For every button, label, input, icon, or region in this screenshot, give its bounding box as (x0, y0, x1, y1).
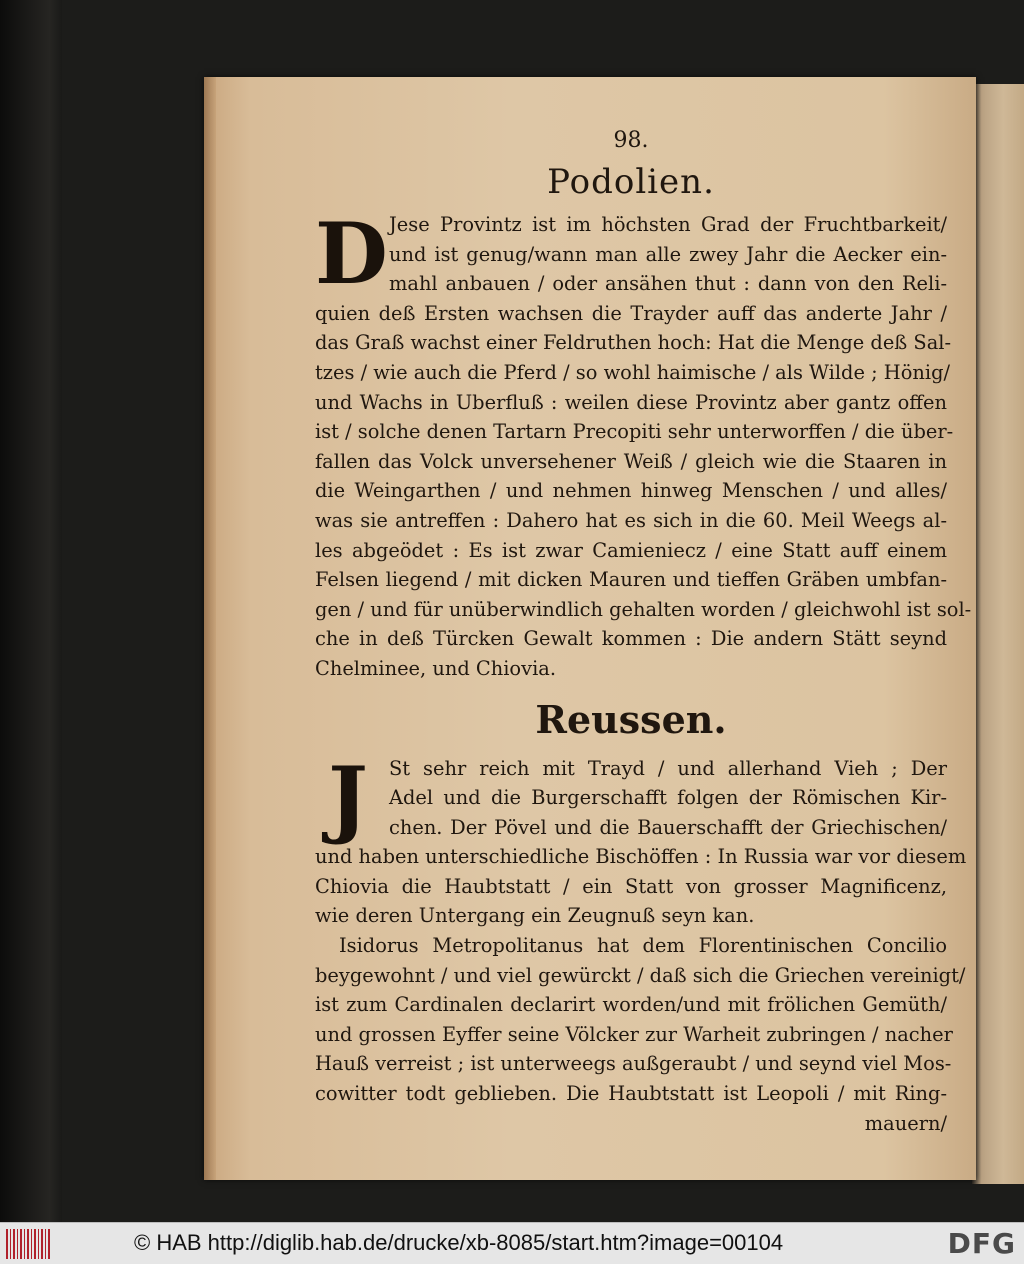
text-line: beygewohnt / und viel gewürckt / daß sich die Griechen vereinigt/ (315, 963, 966, 987)
binding-shadow (0, 0, 62, 1222)
text-line: les abgeödet : Es ist zwar Camieniecz / eine Statt auff einem (315, 538, 947, 562)
text-line: ist zum Cardinalen declarirt worden/und mit frölichen Gemüth/ (315, 993, 947, 1017)
viewer-footer (0, 1222, 1024, 1264)
text-line: die Weingarthen / und nehmen hinweg Menschen / und alles/ (315, 479, 947, 503)
dfg-logo: DFG (947, 1227, 1016, 1260)
section-heading-podolien: Podolien. (547, 162, 715, 202)
page-number: 98. (613, 128, 649, 153)
text-line: quien deß Ersten wachsen die Trayder auff das anderte Jahr / (315, 301, 947, 325)
text-line: che in deß Türcken Gewalt kommen : Die andern Stätt seynd (315, 627, 947, 651)
drop-cap-j: J (328, 747, 368, 847)
text-line: Felsen liegend / mit dicken Mauren und tieffen Gräben umbfan- (315, 568, 947, 592)
paragraph-podolien (315, 204, 972, 684)
barcode-icon (6, 1229, 50, 1259)
page-content (315, 128, 972, 1138)
text-line: und ist genug/wann man alle zwey Jahr die Aecker ein- (389, 242, 947, 266)
text-line: cowitter todt geblieben. Die Haubtstatt ist Leopoli / mit Ring- (315, 1082, 947, 1106)
text-line: das Graß wachst einer Feldruthen hoch: Hat die Menge deß Sal- (315, 331, 952, 355)
copyright-link[interactable]: © HAB http://diglib.hab.de/drucke/xb-8085/start.htm?image=00104 (134, 1230, 784, 1255)
text-line: Isidorus Metropolitanus hat dem Florentinischen Concilio (339, 934, 947, 958)
paragraph-reussen (315, 747, 967, 932)
paragraph-isidorus (315, 931, 966, 1138)
text-line: und haben unterschiedliche Bischöffen : In Russia war vor diesem (315, 845, 967, 869)
text-line: wie deren Untergang ein Zeugnuß seyn kan. (315, 904, 755, 928)
text-line: gen / und für unüberwindlich gehalten worden / gleichwohl ist sol- (315, 597, 972, 621)
text-line: Adel und die Burgerschafft folgen der Römischen Kir- (389, 786, 947, 810)
text-line: Hauß verreist ; ist unterweegs außgeraubt / und seynd viel Mos- (315, 1052, 952, 1076)
text-line: chen. Der Pövel und die Bauerschafft der Griechischen/ (389, 815, 947, 839)
page-gutter (204, 77, 216, 1180)
text-line: St sehr reich mit Trayd / und allerhand Vieh ; Der (389, 756, 947, 780)
drop-cap-d: D (315, 204, 388, 303)
catchword: mauern/ (864, 1111, 947, 1135)
text-line: was sie antreffen : Dahero hat es sich in die 60. Meil Weegs al- (315, 508, 947, 532)
text-line: fallen das Volck unversehener Weiß / gleich wie die Staaren in (315, 449, 947, 473)
text-line: Jese Provintz ist im höchsten Grad der Fruchtbarkeit/ (389, 213, 947, 236)
text-line: ist / solche denen Tartarn Precopiti sehr unterworffen / die über- (315, 420, 954, 444)
text-line: mahl anbauen / oder ansähen thut : dann von den Reli- (389, 272, 947, 296)
text-line: Chelminee, und Chiovia. (315, 656, 556, 680)
text-line: tzes / wie auch die Pferd / so wohl haimische / als Wilde ; Hönig/ (315, 360, 951, 384)
text-line: und Wachs in Uberfluß : weilen diese Provintz aber gantz offen (315, 390, 947, 414)
text-line: und grossen Eyffer seine Völcker zur Warheit zubringen / nacher (315, 1022, 953, 1046)
text-line: Chiovia die Haubtstatt / ein Statt von grosser Magnificenz, (315, 874, 947, 898)
facing-page-edge (972, 84, 1024, 1184)
section-heading-reussen: Reussen. (535, 696, 727, 742)
